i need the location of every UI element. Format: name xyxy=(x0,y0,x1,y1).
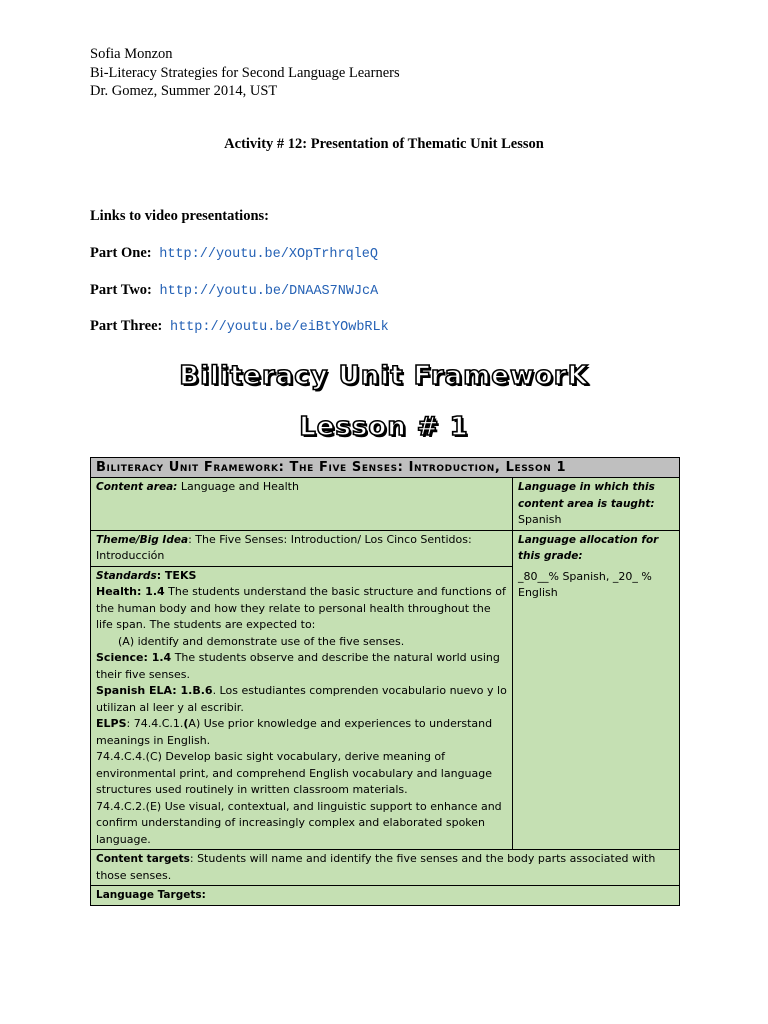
language-taught-cell xyxy=(513,478,680,531)
standards-teks: : TEKS xyxy=(156,568,197,582)
health-label: Health: 1.4 xyxy=(96,585,165,598)
video-link[interactable]: http://youtu.be/DNAAS7NWJcA xyxy=(159,284,379,299)
lesson-title: Lesson # 1 xyxy=(299,412,469,442)
elps-c4: 74.4.C.4.(C) Develop basic sight vocabulary, derive meaning of environmental print, and comprehend English vocabulary and language structures used routinely in written classroom materials. xyxy=(96,750,493,796)
content-targets-value: : Students will name and identify the five senses and the body parts associated with those senses. xyxy=(96,852,656,882)
course-name: Bi-Literacy Strategies for Second Language Learners xyxy=(90,64,400,81)
content-area-cell xyxy=(91,478,513,531)
health-text: The students understand the basic structure and functions of the human body and how they relate to personal health throughout the life span. The students are expected to: xyxy=(96,585,506,631)
instructor-line: Dr. Gomez, Summer 2014, UST xyxy=(90,83,278,99)
video-link[interactable]: http://youtu.be/eiBtYOwbRLk xyxy=(169,320,389,335)
language-targets-label: Language Targets: xyxy=(96,889,206,901)
allocation-label: Language allocation for this grade: xyxy=(518,533,659,562)
author-name: Sofia Monzon xyxy=(90,46,173,62)
content-area-value: Language and Health xyxy=(177,480,299,493)
link-label: Part Three: xyxy=(90,318,163,334)
science-label: Science: 1.4 xyxy=(96,651,172,664)
language-targets-cell xyxy=(91,886,680,906)
theme-value: : The Five Senses: Introduction/ Los Cinco Sentidos: Introducción xyxy=(96,532,472,562)
theme-label: Theme/Big Idea xyxy=(96,533,189,546)
link-row-part-two xyxy=(90,282,378,299)
elps-paren: ( xyxy=(183,717,189,730)
theme-cell xyxy=(91,530,513,566)
framework-title: Biliteracy Unit FrameworK xyxy=(179,361,589,391)
video-link[interactable]: http://youtu.be/XOpTrhrqleQ xyxy=(159,247,378,262)
link-row-part-one xyxy=(90,245,378,262)
elps-label: ELPS xyxy=(96,717,127,730)
content-area-label: Content area: xyxy=(96,481,178,493)
health-item: (A) identify and demonstrate use of the five senses. xyxy=(118,634,405,648)
science-text: The students observe and describe the natural world using their five senses. xyxy=(96,651,500,681)
allocation-value: _80__% Spanish, _20_ % English xyxy=(518,569,652,599)
elps-code: : 74.4.C.1. xyxy=(126,717,184,730)
content-targets-label: Content targets xyxy=(96,853,190,865)
links-title: Links to video presentations: xyxy=(90,208,269,224)
elps-text: A) Use prior knowledge and experiences to understand meanings in English. xyxy=(96,717,493,747)
standards-cell xyxy=(91,566,513,850)
framework-table xyxy=(90,457,680,906)
activity-title: Activity # 12: Presentation of Thematic Unit Lesson xyxy=(224,136,544,152)
table-header: Biliteracy Unit Framework: The Five Senses: Introduction, Lesson 1 xyxy=(91,458,680,478)
standards-label: Standards xyxy=(96,569,157,582)
content-targets-cell xyxy=(91,850,680,886)
spanish-ela-label: Spanish ELA: 1.B.6 xyxy=(96,684,213,697)
link-label: Part Two: xyxy=(90,282,152,298)
elps-c2: 74.4.C.2.(E) Use visual, contextual, and linguistic support to enhance and confirm understanding of increasingly complex and elaborated spoken language. xyxy=(96,799,502,846)
language-taught-label: Language in which this content area is taught: xyxy=(518,481,655,510)
language-taught-value: Spanish xyxy=(518,513,562,526)
spanish-ela-text: . Los estudiantes comprenden vocabulario nuevo y lo utilizan al leer y al escribir. xyxy=(96,684,507,714)
link-label: Part One: xyxy=(90,245,152,261)
allocation-cell xyxy=(513,530,680,850)
document-header xyxy=(90,45,400,101)
link-row-part-three xyxy=(90,318,389,335)
